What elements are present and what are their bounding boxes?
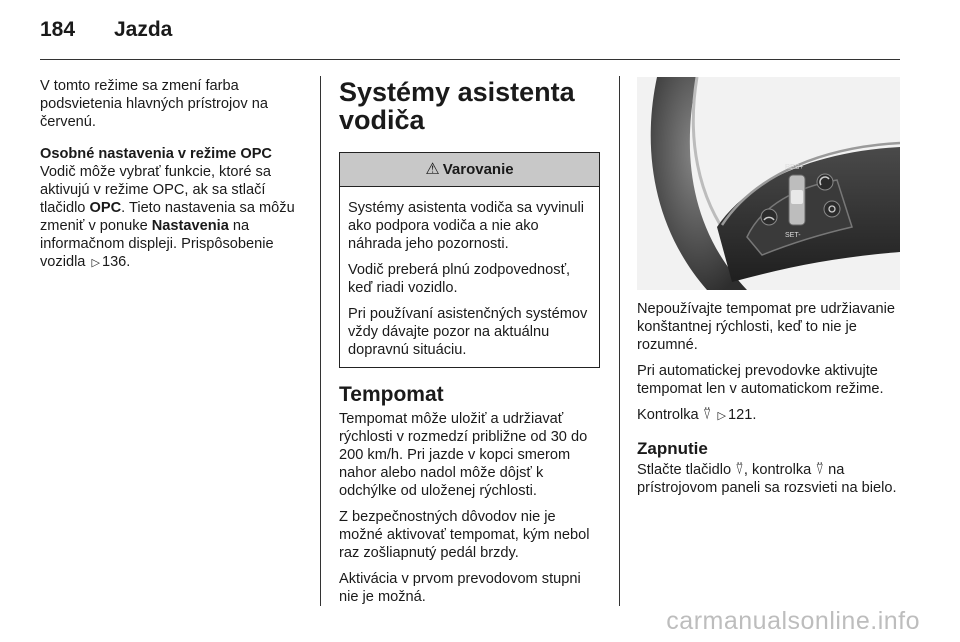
page-number: 184 [40, 18, 76, 41]
zapnutie-text: Stlačte tlačidlo ⍢, kontrolka ⍢ na prístrojovom paneli sa rozsvieti na bielo. [637, 462, 897, 496]
cruise-control-icon: ⍢ [815, 462, 825, 478]
warning-box [339, 152, 600, 368]
steering-wheel-illustration [637, 77, 900, 290]
warning-text-3: Pri používaní asistenčných systémov vždy dávajte pozor na aktuálnu dopravnú situáciu. [348, 306, 588, 358]
warning-text-1: Systémy asistenta vodiča sa vyvinuli ako podpora vodiča a nie ako náhrada jeho pozornosti. [348, 200, 585, 252]
res-label: RES+ [785, 164, 804, 171]
column-divider-1 [320, 76, 321, 606]
section-title: Jazda [114, 18, 173, 41]
page-ref-arrow-icon: ▷ [717, 410, 727, 422]
automatic-gearbox-note: Pri automatickej prevodovke aktivujte tempomat len v automatickom režime. [637, 363, 884, 397]
zapnutie-heading: Zapnutie [637, 439, 708, 458]
cruise-control-icon: ⍢ [735, 462, 744, 478]
page-ref-121[interactable]: 121. [728, 407, 757, 423]
tempomat-text-2: Z bezpečnostných dôvodov nie je možné aktivovať tempomat, kým nebol raz zošliapnutý pedál brzdy. [339, 509, 590, 561]
cruise-control-icon: ⍢ [702, 407, 712, 423]
column-right [637, 300, 902, 505]
paragraph-opc-settings: Osobné nastavenia v režime OPC Vodič môže vybrať funkcie, ktoré sa aktivujú v režime OPC, ak sa stlačí tlačidlo OPC. Tieto nastavenia sa môžu zmeniť v ponuke Nastavenia na informačnom displeji. Prispôsobenie vozidla ▷ 136. [40, 146, 295, 270]
opc-settings-heading: Osobné nastavenia v režime OPC [40, 146, 272, 162]
column-left [40, 77, 302, 280]
tempomat-text-1: Tempomat môže uložiť a udržiavať rýchlosti v rozmedzí približne od 30 do 200 km/h. Pri jazde v kopci smerom nahor alebo nadol môže dôjsť k odchýlke od uloženej rýchlosti. [339, 411, 588, 499]
page-ref-arrow-icon: ▷ [91, 257, 100, 269]
warning-triangle-icon: ⚠ [425, 161, 440, 178]
tempomat-text-3: Aktivácia v prvom prevodovom stupni nie je možná. [339, 571, 581, 605]
warning-header [340, 153, 599, 187]
warning-text-2: Vodič preberá plnú zodpovednosť, keď riadi vozidlo. [348, 262, 571, 296]
tempomat-heading: Tempomat [339, 383, 444, 406]
column-divider-2 [619, 76, 620, 606]
paragraph-opc-color: V tomto režime sa zmení farba podsvietenia hlavných prístrojov na červenú. [40, 78, 268, 130]
column-middle [339, 77, 601, 614]
tempomat-caution: Nepoužívajte tempomat pre udržiavanie konštantnej rýchlosti, keď to nie je rozumné. [637, 301, 895, 353]
steering-wheel-image [637, 77, 900, 290]
set-label: SET- [785, 232, 801, 239]
header-rule [40, 59, 900, 60]
opc-button-label: OPC [89, 200, 122, 216]
section-heading: Systémy asistenta vodiča [339, 77, 575, 135]
indicator-reference: Kontrolka ⍢ ▷ 121. [637, 407, 757, 423]
watermark: carmanualsonline.info [666, 607, 920, 635]
page-ref-136[interactable]: 136. [101, 254, 131, 270]
warning-heading: Varovanie [442, 161, 514, 178]
warning-body [340, 187, 599, 359]
settings-menu-label: Nastavenia [151, 218, 229, 234]
